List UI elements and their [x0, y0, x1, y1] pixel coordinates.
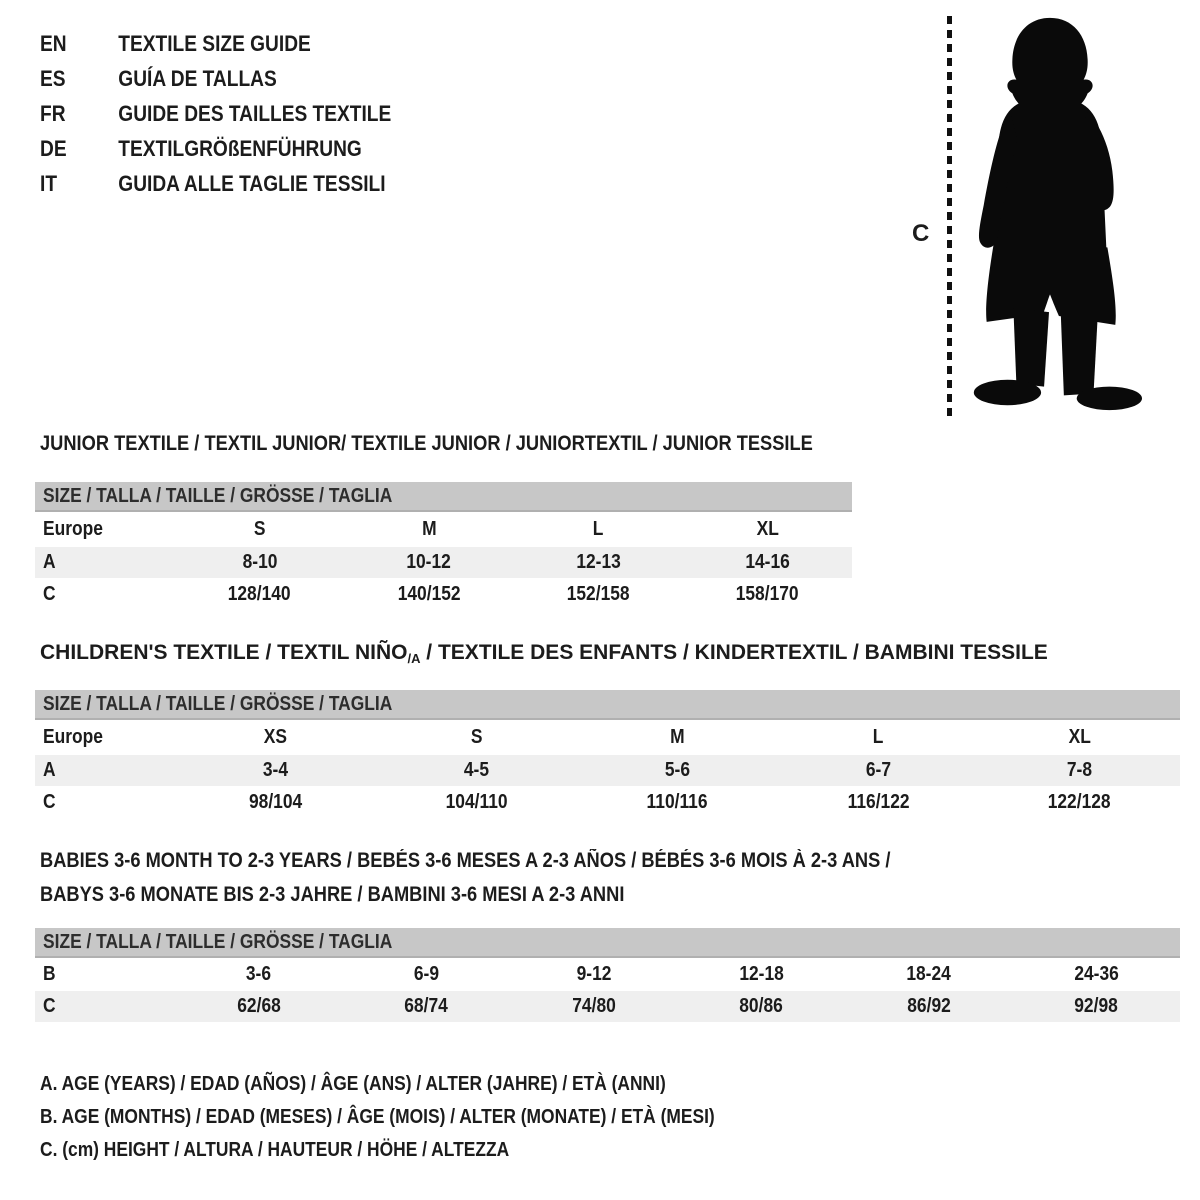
language-list	[40, 26, 444, 201]
column-header: Europe	[43, 518, 103, 540]
column-header: L	[873, 726, 884, 748]
table-cell: 4-5	[463, 759, 490, 781]
baby-left-foot	[974, 380, 1041, 405]
column-header: XL	[1068, 726, 1091, 748]
baby-left-leg	[1013, 308, 1049, 386]
legend-line-a: A. AGE (YEARS) / EDAD (AÑOS) / ÂGE (ANS) / ALTER (JAHRE) / ETÀ (ANNI)	[40, 1073, 666, 1095]
table-cell: 74/80	[571, 995, 616, 1017]
table-cell: 152/158	[566, 583, 630, 605]
table-cell: 140/152	[397, 583, 461, 605]
children-row-a	[35, 755, 1180, 786]
table-cell: 116/122	[847, 791, 910, 813]
babies-size-header-bar	[35, 928, 1180, 958]
column-header: M	[670, 726, 685, 748]
table-cell: 7-8	[1066, 759, 1093, 781]
table-cell: 14-16	[745, 551, 790, 573]
language-row-es	[40, 61, 391, 96]
children-row-c	[35, 787, 1180, 818]
table-cell: 3-4	[262, 759, 289, 781]
junior-row-a	[35, 547, 852, 578]
babies-table-title-line1: BABIES 3-6 MONTH TO 2-3 YEARS / BEBÉS 3-6 MESES A 2-3 AÑOS / BÉBÉS 3-6 MOIS À 2-3 ANS /	[40, 849, 891, 872]
row-label: C	[43, 583, 56, 605]
language-code: ES	[40, 66, 66, 91]
junior-row-c	[35, 579, 852, 610]
column-header: XS	[263, 726, 288, 748]
column-header: S	[470, 726, 483, 748]
table-cell: 24-36	[1073, 963, 1119, 985]
table-cell: 6-7	[865, 759, 892, 781]
row-label: A	[43, 759, 56, 781]
table-cell: 86/92	[906, 995, 951, 1017]
table-cell: 9-12	[576, 963, 612, 985]
table-cell: 128/140	[228, 583, 292, 605]
language-code: EN	[40, 31, 67, 56]
children-table-title: CHILDREN'S TEXTILE / TEXTIL NIÑO/A / TEXTILE DES ENFANTS / KINDERTEXTIL / BAMBINI TESSILE	[40, 641, 1048, 666]
babies-table-title-line2: BABYS 3-6 MONATE BIS 2-3 JAHRE / BAMBINI 3-6 MESI A 2-3 ANNI	[40, 883, 625, 906]
legend-line-c: C. (cm) HEIGHT / ALTURA / HAUTEUR / HÖHE / ALTEZZA	[40, 1139, 510, 1161]
language-label: TEXTILE SIZE GUIDE	[118, 31, 311, 56]
table-cell: 80/86	[739, 995, 784, 1017]
table-cell: 104/110	[445, 791, 508, 813]
table-cell: 8-10	[242, 551, 278, 573]
legend	[40, 1068, 816, 1167]
babies-row-c	[35, 991, 1180, 1022]
table-cell: 158/170	[735, 583, 799, 605]
table-cell: 122/128	[1048, 791, 1111, 813]
table-cell: 12-18	[738, 963, 784, 985]
language-label: GUIDE DES TAILLES TEXTILE	[118, 101, 392, 126]
size-header-text: SIZE / TALLA / TAILLE / GRÖSSE / TAGLIA	[43, 930, 393, 953]
language-code: IT	[40, 171, 58, 196]
table-cell: 5-6	[664, 759, 691, 781]
language-row-fr	[40, 96, 391, 131]
children-size-header-bar	[35, 690, 1180, 720]
language-code: DE	[40, 136, 67, 161]
junior-table-title: JUNIOR TEXTILE / TEXTIL JUNIOR/ TEXTILE JUNIOR / JUNIORTEXTIL / JUNIOR TESSILE	[40, 432, 813, 455]
table-cell: 92/98	[1074, 995, 1119, 1017]
language-label: GUIDA ALLE TAGLIE TESSILI	[118, 171, 386, 196]
language-row-it	[40, 166, 391, 201]
row-label: A	[43, 551, 56, 573]
table-cell: 18-24	[906, 963, 952, 985]
table-cell: 3-6	[246, 963, 272, 985]
table-cell: 12-13	[575, 551, 621, 573]
column-header: XL	[756, 518, 779, 540]
row-label: C	[43, 791, 56, 813]
table-cell: 68/74	[404, 995, 449, 1017]
height-measure-dashed-line	[947, 16, 952, 416]
baby-right-leg	[1061, 316, 1098, 395]
language-row-en	[40, 26, 391, 61]
babies-row-b	[35, 959, 1180, 990]
language-label: TEXTILGRÖßENFÜHRUNG	[118, 136, 362, 161]
language-label: GUÍA DE TALLAS	[118, 66, 277, 91]
table-cell: 62/68	[236, 995, 281, 1017]
row-label: C	[43, 995, 56, 1017]
table-cell: 110/116	[647, 791, 708, 813]
legend-line-b: B. AGE (MONTHS) / EDAD (MESES) / ÂGE (MOIS) / ALTER (MONATE) / ETÀ (MESI)	[40, 1106, 715, 1128]
table-cell: 10-12	[406, 551, 452, 573]
language-code: FR	[40, 101, 66, 126]
table-cell: 6-9	[413, 963, 439, 985]
column-header: L	[592, 518, 604, 540]
baby-right-foot	[1077, 387, 1142, 411]
height-measure-label: C	[912, 220, 930, 247]
junior-size-header-bar	[35, 482, 852, 512]
column-header: S	[253, 518, 266, 540]
language-row-de	[40, 131, 391, 166]
table-cell: 98/104	[248, 791, 303, 813]
column-header: M	[421, 518, 437, 540]
children-header-row	[35, 721, 1180, 754]
baby-shorts	[986, 244, 1116, 324]
size-header-text: SIZE / TALLA / TAILLE / GRÖSSE / TAGLIA	[43, 484, 393, 507]
junior-header-row	[35, 513, 852, 546]
column-header: Europe	[43, 726, 103, 748]
baby-silhouette	[956, 14, 1144, 416]
row-label: B	[43, 963, 56, 985]
size-header-text: SIZE / TALLA / TAILLE / GRÖSSE / TAGLIA	[43, 692, 393, 715]
